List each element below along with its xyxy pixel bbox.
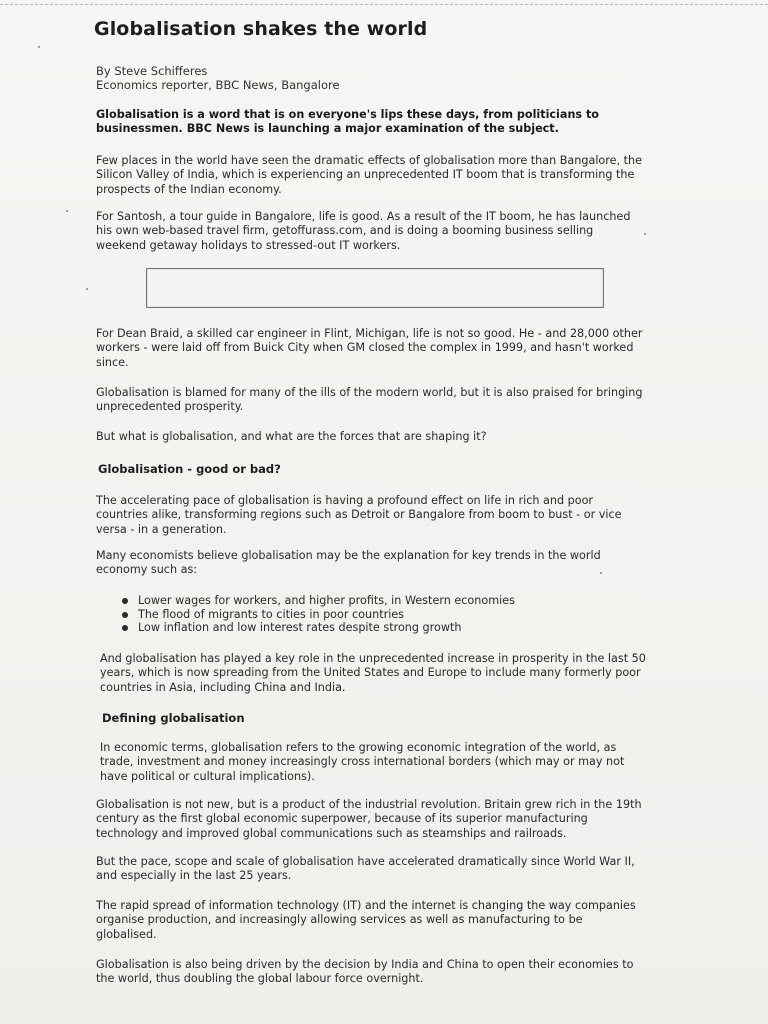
paragraph-accelerating-pace: The accelerating pace of globalisation is having a profound effect on life in rich and poor countries alike, transforming regions such as Detroit or Bangalore from boom to bust - or vice versa - in a generation.: [96, 494, 622, 536]
scan-speck: [66, 210, 68, 212]
top-dashed-rule: [0, 4, 768, 5]
scan-speck: [38, 46, 40, 48]
section-heading-defining: Defining globalisation: [102, 711, 245, 725]
paragraph-question: But what is globalisation, and what are the forces that are shaping it?: [96, 430, 487, 443]
paragraph-not-new: Globalisation is not new, but is a product of the industrial revolution. Britain grew rich in the 19th century as the first global economic superpower, because of its superior manufacturing technology and improved global communications such as steamships and railroads.: [96, 798, 642, 840]
paragraph-santosh: For Santosh, a tour guide in Bangalore, life is good. As a result of the IT boom, he has launched his own web-based travel firm, getoffurass.com, and is doing a booming business selling weekend getaway holidays to stressed-out IT workers.: [96, 210, 631, 252]
article-title: Globalisation shakes the world: [94, 18, 428, 40]
empty-image-box: [146, 268, 604, 308]
list-item: Lower wages for workers, and higher profits, in Western economies: [120, 594, 515, 608]
paragraph-india-china: Globalisation is also being driven by the decision by India and China to open their economies to the world, thus doubling the global labour force overnight.: [96, 958, 634, 986]
paragraph-economists: Many economists believe globalisation may be the explanation for key trends in the world economy such as:: [96, 549, 601, 577]
paragraph-prosperity: And globalisation has played a key role in the unprecedented increase in prosperity in the last 50 years, which is now spreading from the United States and Europe to include many formerly poor countries in Asia, including China and India.: [100, 652, 646, 694]
list-item: Low inflation and low interest rates despite strong growth: [120, 621, 515, 635]
bullet-icon: [122, 612, 128, 618]
byline: [96, 64, 340, 92]
scan-speck: [600, 572, 602, 574]
paragraph-pace-scope: But the pace, scope and scale of globalisation have accelerated dramatically since World War II, and especially in the last 25 years.: [96, 855, 635, 883]
scan-speck: [644, 233, 646, 235]
list-item: The flood of migrants to cities in poor countries: [120, 608, 515, 622]
paragraph-dean-braid: For Dean Braid, a skilled car engineer in Flint, Michigan, life is not so good. He - and 28,000 other workers - were laid off from Buick City when GM closed the complex in 1999, and hasn't worked since.: [96, 327, 643, 369]
byline-role: Economics reporter, BBC News, Bangalore: [96, 78, 340, 92]
scan-speck: [86, 288, 88, 290]
paragraph-economic-terms: In economic terms, globalisation refers to the growing economic integration of the world, as trade, investment and money increasingly cross international borders (which may or may not have political or cultural implications).: [100, 741, 625, 783]
paragraph-bangalore: Few places in the world have seen the dramatic effects of globalisation more than Bangalore, the Silicon Valley of India, which is experiencing an unprecedented IT boom that is transforming the prospects of the Indian economy.: [96, 154, 642, 196]
section-heading-good-or-bad: Globalisation - good or bad?: [98, 462, 281, 476]
paragraph-ills: Globalisation is blamed for many of the ills of the modern world, but it is also praised for bringing unprecedented prosperity.: [96, 386, 643, 414]
bullet-list: [120, 594, 515, 635]
bullet-icon: [122, 598, 128, 604]
bullet-icon: [122, 625, 128, 631]
byline-author: By Steve Schifferes: [96, 64, 208, 78]
lede-paragraph: Globalisation is a word that is on everyone's lips these days, from politicians to businessmen. BBC News is launching a major examination of the subject.: [96, 108, 599, 136]
paragraph-it-spread: The rapid spread of information technology (IT) and the internet is changing the way companies organise production, and increasingly allowing services as well as manufacturing to be globalised.: [96, 899, 636, 941]
